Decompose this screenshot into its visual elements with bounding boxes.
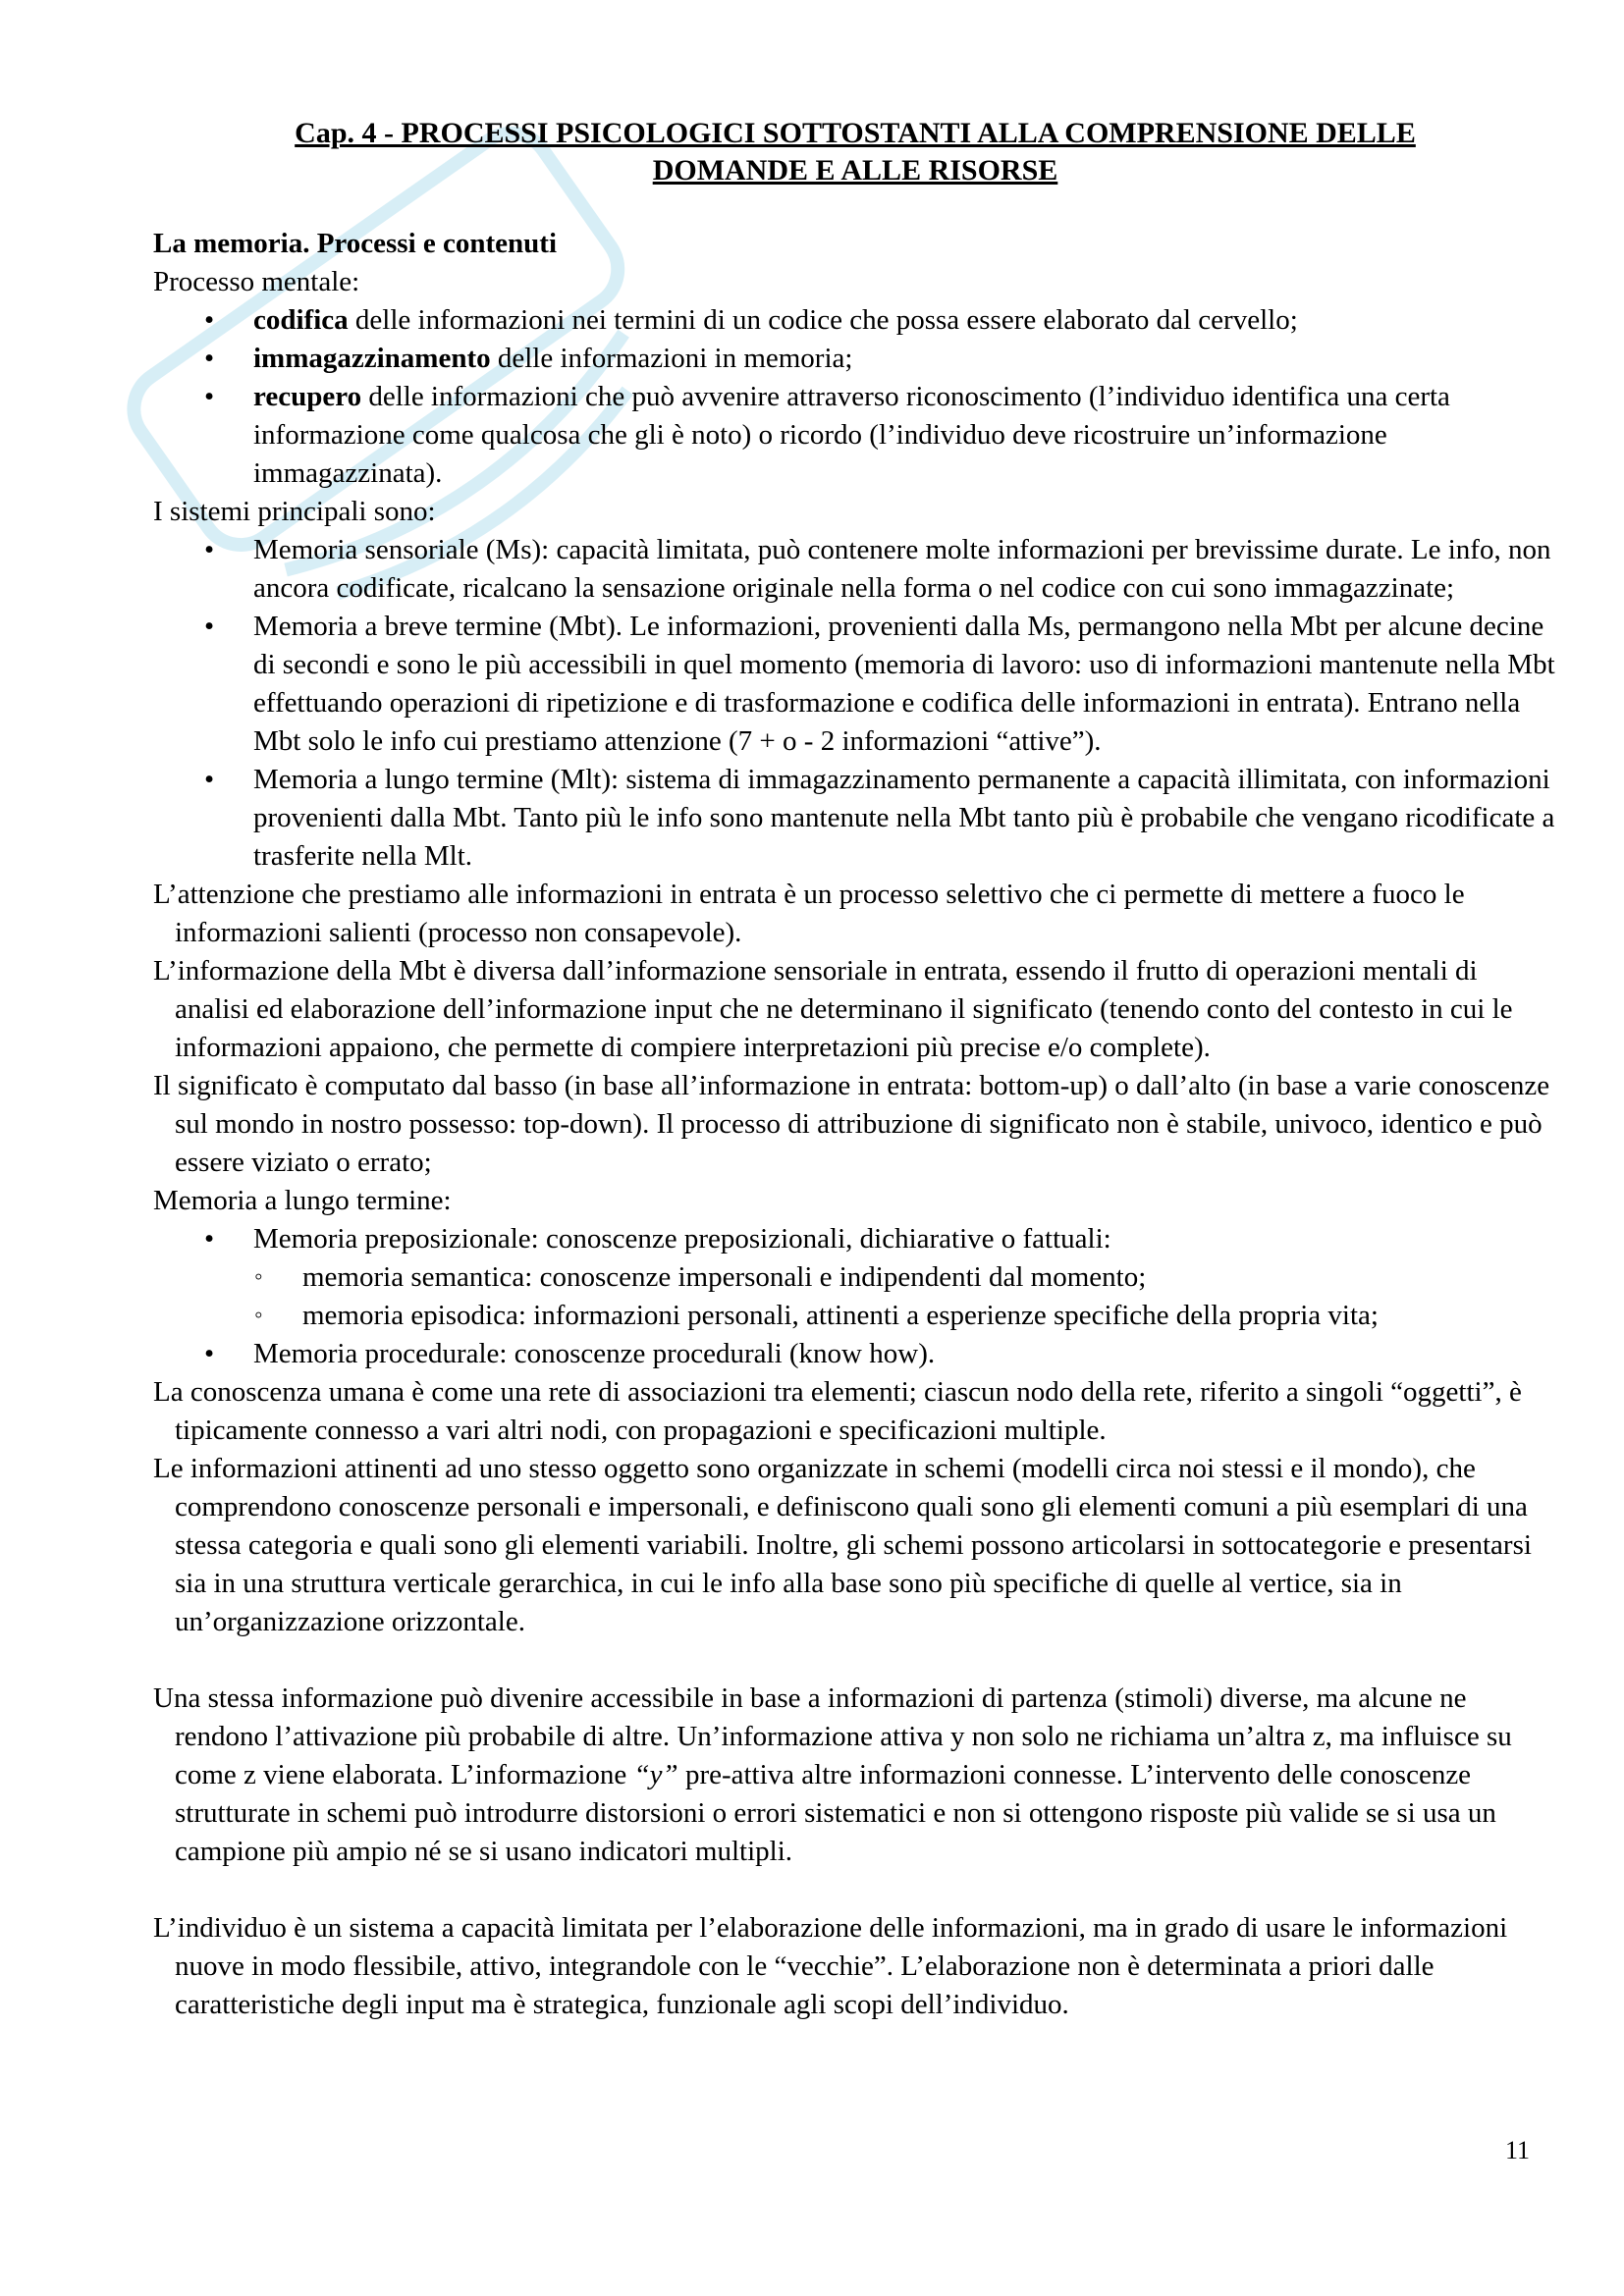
ltm-list-2 bbox=[153, 1335, 1557, 1373]
paragraph: L’informazione della Mbt è diversa dall’informazione sensoriale in entrata, essendo il frutto di operazioni mentali di analisi ed elaborazione dell’informazione input che ne determinano il significato (tenendo conto del contesto in cui le informazioni appaiono, che permette di compiere interpretazioni più precise e/o complete). bbox=[153, 955, 1513, 1063]
page-number: 11 bbox=[1504, 2136, 1530, 2164]
list-item: • recupero delle informazioni che può avvenire attraverso riconoscimento (l’individuo identifica una certa informazione come qualcosa che gli è noto) o ricordo (l’individuo deve ricostruire un’informazione immagazzinata). bbox=[153, 378, 1557, 493]
list-item: • Memoria sensoriale (Ms): capacità limitata, può contenere molte informazioni per brevissime durate. Le info, non ancora codificate, ricalcano la sensazione originale nella forma o nel codice con cui sono immagazzinate; bbox=[153, 531, 1557, 608]
paragraph: Il significato è computato dal basso (in base all’informazione in entrata: bottom-up) o dall’alto (in base a varie conoscenze sul mondo in nostro possesso: top-down). Il processo di attribuzione di significato non è stabile, univoco, identico e può essere viziato o errato; bbox=[153, 1070, 1550, 1178]
list-item: • Memoria procedurale: conoscenze procedurali (know how). bbox=[153, 1335, 1557, 1373]
chapter-title-line-1: Cap. 4 - PROCESSI PSICOLOGICI SOTTOSTANTI ALLA COMPRENSIONE DELLE bbox=[295, 117, 1416, 149]
process-list bbox=[153, 301, 1557, 493]
list-item: • Memoria preposizionale: conoscenze preposizionali, dichiarative o fattuali: bbox=[153, 1220, 1557, 1258]
chapter-title-line-2: DOMANDE E ALLE RISORSE bbox=[652, 154, 1058, 187]
sub-list-item: ◦ memoria episodica: informazioni personali, attinenti a esperienze specifiche della propria vita; bbox=[153, 1297, 1557, 1335]
paragraph: Le informazioni attinenti ad uno stesso oggetto sono organizzate in schemi (modelli circa noi stessi e il mondo), che comprendono conoscenze personali e impersonali, e definiscono quali sono gli elementi comuni a più esemplari di una stessa categoria e quali sono gli elementi variabili. Inoltre, gli schemi possono articolarsi in sottocategorie e presentarsi sia in una struttura verticale gerarchica, in cui le info alla base sono più specifiche di quelle al vertice, sia in un’organizzazione orizzontale. bbox=[153, 1453, 1532, 1637]
ltm-list bbox=[153, 1220, 1557, 1258]
sub-list-item: ◦ memoria semantica: conoscenze impersonali e indipendenti dal momento; bbox=[153, 1258, 1557, 1297]
systems-list bbox=[153, 531, 1557, 876]
paragraph: L’individuo è un sistema a capacità limitata per l’elaborazione delle informazioni, ma in grado di usare le informazioni nuove in modo flessibile, attivo, integrandole con le “vecchie”. L’elaborazione non è determinata a priori dalle caratteristiche degli input ma è strategica, funzionale agli scopi dell’individuo. bbox=[153, 1912, 1508, 2020]
paragraph: L’attenzione che prestiamo alle informazioni in entrata è un processo selettivo che ci permette di mettere a fuoco le informazioni salienti (processo non consapevole). bbox=[153, 879, 1465, 948]
document-body bbox=[153, 225, 1557, 2024]
list-item: • Memoria a lungo termine (Mlt): sistema di immagazzinamento permanente a capacità illimitata, con informazioni provenienti dalla Mbt. Tanto più le info sono mantenute nella Mbt tanto più è probabile che vengano ricodificate a trasferite nella Mlt. bbox=[153, 761, 1557, 876]
ltm-intro: Memoria a lungo termine: bbox=[153, 1185, 452, 1216]
paragraph: La conoscenza umana è come una rete di associazioni tra elementi; ciascun nodo della rete, riferito a singoli “oggetti”, è tipicamente connesso a vari altri nodi, con propagazioni e specificazioni multiple. bbox=[153, 1376, 1522, 1446]
list-item: • codifica delle informazioni nei termini di un codice che possa essere elaborato dal cervello; bbox=[153, 301, 1557, 340]
ltm-sublist bbox=[153, 1258, 1557, 1335]
chapter-title bbox=[222, 115, 1489, 189]
section-heading: La memoria. Processi e contenuti bbox=[153, 228, 558, 259]
systems-intro: I sistemi principali sono: bbox=[153, 496, 436, 527]
list-item: • Memoria a breve termine (Mbt). Le informazioni, provenienti dalla Ms, permangono nella Mbt per alcune decine di secondi e sono le più accessibili in quel momento (memoria di lavoro: uso di informazioni mantenute nella Mbt effettuando operazioni di ripetizione e di trasformazione e codifica delle informazioni in entrata). Entrano nella Mbt solo le info cui prestiamo attenzione (7 + o - 2 informazioni “attive”). bbox=[153, 608, 1557, 761]
paragraph: Una stessa informazione può divenire accessibile in base a informazioni di partenza (stimoli) diverse, ma alcune ne rendono l’attivazione più probabile di altre. Un’informazione attiva y non solo ne richiama un’altra z, ma influisce su come z viene elaborata. L’informazione “y” pre-attiva altre informazioni connesse. L’intervento delle conoscenze strutturate in schemi può introdurre distorsioni o errori sistematici e non si ottengono risposte più valide se si usa un campione più ampio né se si usano indicatori multipli. bbox=[153, 1682, 1512, 1867]
process-intro: Processo mentale: bbox=[153, 266, 360, 297]
list-item: • immagazzinamento delle informazioni in memoria; bbox=[153, 340, 1557, 378]
